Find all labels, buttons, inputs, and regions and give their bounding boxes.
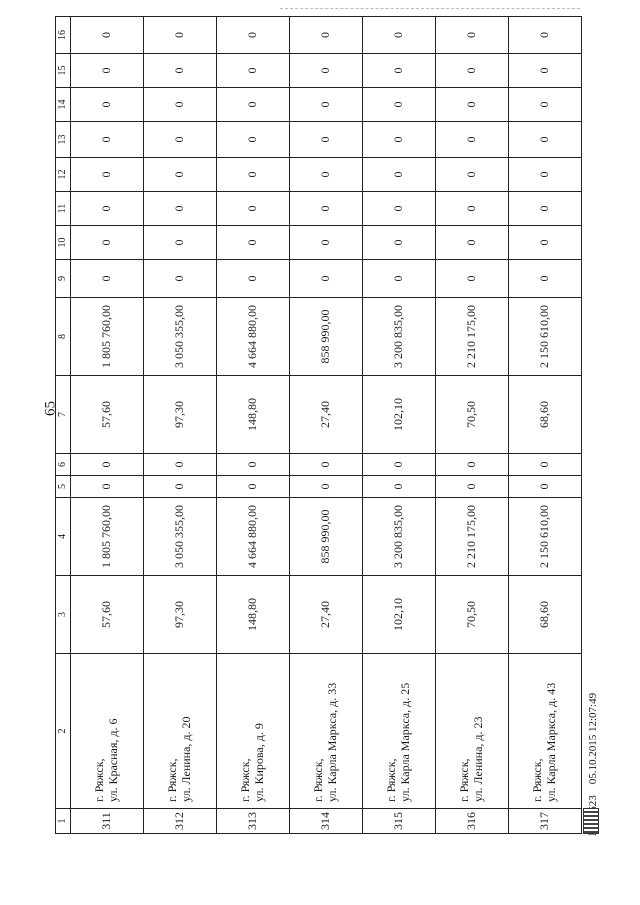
- column-number: 13: [56, 122, 71, 158]
- value-cell-c8: 3 050 355,00: [144, 298, 217, 376]
- row-id: 314: [290, 809, 363, 834]
- value-cell-c15: 0: [436, 54, 509, 88]
- value-cell-c9: 0: [144, 260, 217, 298]
- value-cell-c9: 0: [436, 260, 509, 298]
- value-cell-c15: 0: [509, 54, 582, 88]
- value-cell-c16: 0: [436, 17, 509, 54]
- value-cell-c7: 27,40: [290, 376, 363, 454]
- value-cell-c4: 3 200 835,00: [363, 498, 436, 576]
- table-row: [436, 17, 509, 834]
- address-city: г. Ряжск,: [530, 758, 545, 802]
- value-cell-c11: 0: [71, 192, 144, 226]
- value-cell-c7: 57,60: [71, 376, 144, 454]
- address-street: ул. Красная, д. 6: [106, 718, 120, 802]
- value-cell-c14: 0: [436, 88, 509, 122]
- value-cell-c8: 4 664 880,00: [217, 298, 290, 376]
- value-cell-c11: 0: [217, 192, 290, 226]
- row-id: 313: [217, 809, 290, 834]
- value-cell-c11: 0: [509, 192, 582, 226]
- value-cell-c16: 0: [217, 17, 290, 54]
- document-timestamp: 05.10.2015 12:07:49: [587, 692, 599, 785]
- table-row: [217, 17, 290, 834]
- value-cell-c6: 0: [144, 454, 217, 476]
- column-number: 14: [56, 88, 71, 122]
- column-number: 3: [56, 576, 71, 654]
- value-cell-c13: 0: [144, 122, 217, 158]
- data-table: [55, 16, 582, 834]
- value-cell-c9: 0: [509, 260, 582, 298]
- value-cell-c12: 0: [71, 158, 144, 192]
- address-street: ул. Карла Маркса, д. 43: [544, 682, 558, 802]
- value-cell-c7: 70,50: [436, 376, 509, 454]
- value-cell-c12: 0: [363, 158, 436, 192]
- value-cell-c5: 0: [71, 476, 144, 498]
- value-cell-c12: 0: [509, 158, 582, 192]
- value-cell-c14: 0: [71, 88, 144, 122]
- value-cell-c13: 0: [290, 122, 363, 158]
- address-cell: [363, 654, 436, 809]
- row-id: 311: [71, 809, 144, 834]
- value-cell-c14: 0: [509, 88, 582, 122]
- column-number: 15: [56, 54, 71, 88]
- column-number: 5: [56, 476, 71, 498]
- rotated-table-container: [55, 17, 575, 834]
- value-cell-c5: 0: [509, 476, 582, 498]
- column-number: 1: [56, 809, 71, 834]
- value-cell-c11: 0: [290, 192, 363, 226]
- column-number: 12: [56, 158, 71, 192]
- value-cell-c3: 102,10: [363, 576, 436, 654]
- address-city: г. Ряжск,: [457, 758, 472, 802]
- value-cell-c6: 0: [217, 454, 290, 476]
- value-cell-c4: 1 805 760,00: [71, 498, 144, 576]
- value-cell-c6: 0: [509, 454, 582, 476]
- column-number: 10: [56, 226, 71, 260]
- value-cell-c16: 0: [290, 17, 363, 54]
- value-cell-c4: 4 664 880,00: [217, 498, 290, 576]
- address-street: ул. Ленина, д. 20: [179, 716, 193, 802]
- value-cell-c16: 0: [509, 17, 582, 54]
- value-cell-c14: 0: [290, 88, 363, 122]
- row-id: 317: [509, 809, 582, 834]
- value-cell-c3: 97,30: [144, 576, 217, 654]
- column-number: 11: [56, 192, 71, 226]
- value-cell-c13: 0: [436, 122, 509, 158]
- address-city: г. Ряжск,: [92, 758, 107, 802]
- value-cell-c8: 3 200 835,00: [363, 298, 436, 376]
- address-city: г. Ряжск,: [384, 758, 399, 802]
- value-cell-c5: 0: [436, 476, 509, 498]
- value-cell-c16: 0: [144, 17, 217, 54]
- column-number: 2: [56, 654, 71, 809]
- value-cell-c14: 0: [363, 88, 436, 122]
- value-cell-c4: 2 150 610,00: [509, 498, 582, 576]
- footer-stamp: [578, 692, 602, 855]
- address-street: ул. Карла Маркса, д. 25: [398, 682, 412, 802]
- value-cell-c11: 0: [436, 192, 509, 226]
- value-cell-c3: 57,60: [71, 576, 144, 654]
- barcode-stamp-icon: [583, 808, 599, 834]
- value-cell-c7: 68,60: [509, 376, 582, 454]
- address-city: г. Ряжск,: [238, 758, 253, 802]
- value-cell-c14: 0: [217, 88, 290, 122]
- value-cell-c10: 0: [290, 226, 363, 260]
- column-number-row: [56, 17, 71, 834]
- address-city: г. Ряжск,: [311, 758, 326, 802]
- value-cell-c7: 97,30: [144, 376, 217, 454]
- value-cell-c5: 0: [290, 476, 363, 498]
- value-cell-c12: 0: [436, 158, 509, 192]
- value-cell-c8: 858 990,00: [290, 298, 363, 376]
- address-street: ул. Карла Маркса, д. 33: [325, 682, 339, 802]
- value-cell-c5: 0: [217, 476, 290, 498]
- address-cell: [290, 654, 363, 809]
- row-id: 315: [363, 809, 436, 834]
- column-number: 8: [56, 298, 71, 376]
- table-row: [509, 17, 582, 834]
- value-cell-c8: 2 150 610,00: [509, 298, 582, 376]
- value-cell-c10: 0: [144, 226, 217, 260]
- value-cell-c14: 0: [144, 88, 217, 122]
- value-cell-c12: 0: [144, 158, 217, 192]
- value-cell-c9: 0: [71, 260, 144, 298]
- value-cell-c4: 2 210 175,00: [436, 498, 509, 576]
- value-cell-c16: 0: [363, 17, 436, 54]
- value-cell-c7: 148,80: [217, 376, 290, 454]
- address-cell: [509, 654, 582, 809]
- column-number: 4: [56, 498, 71, 576]
- value-cell-c7: 102,10: [363, 376, 436, 454]
- column-number: 7: [56, 376, 71, 454]
- value-cell-c15: 0: [363, 54, 436, 88]
- scan-dotted-edge: [280, 8, 580, 11]
- address-cell: [144, 654, 217, 809]
- value-cell-c8: 2 210 175,00: [436, 298, 509, 376]
- value-cell-c10: 0: [436, 226, 509, 260]
- value-cell-c6: 0: [363, 454, 436, 476]
- value-cell-c6: 0: [436, 454, 509, 476]
- value-cell-c10: 0: [363, 226, 436, 260]
- value-cell-c9: 0: [217, 260, 290, 298]
- value-cell-c13: 0: [363, 122, 436, 158]
- row-id: 316: [436, 809, 509, 834]
- value-cell-c15: 0: [290, 54, 363, 88]
- address-street: ул. Ленина, д. 23: [471, 716, 485, 802]
- value-cell-c8: 1 805 760,00: [71, 298, 144, 376]
- table-region: [55, 17, 575, 834]
- value-cell-c3: 70,50: [436, 576, 509, 654]
- value-cell-c15: 0: [71, 54, 144, 88]
- value-cell-c3: 68,60: [509, 576, 582, 654]
- value-cell-c10: 0: [71, 226, 144, 260]
- value-cell-c5: 0: [144, 476, 217, 498]
- address-cell: [71, 654, 144, 809]
- value-cell-c6: 0: [290, 454, 363, 476]
- value-cell-c15: 0: [217, 54, 290, 88]
- value-cell-c12: 0: [290, 158, 363, 192]
- table-row: [71, 17, 144, 834]
- value-cell-c4: 858 990,00: [290, 498, 363, 576]
- table-row: [290, 17, 363, 834]
- value-cell-c11: 0: [363, 192, 436, 226]
- value-cell-c9: 0: [290, 260, 363, 298]
- value-cell-c4: 3 050 355,00: [144, 498, 217, 576]
- value-cell-c16: 0: [71, 17, 144, 54]
- table-row: [144, 17, 217, 834]
- page-number: 65: [42, 401, 59, 416]
- value-cell-c5: 0: [363, 476, 436, 498]
- column-number: 6: [56, 454, 71, 476]
- address-cell: [217, 654, 290, 809]
- table-row: [363, 17, 436, 834]
- row-id: 312: [144, 809, 217, 834]
- value-cell-c6: 0: [71, 454, 144, 476]
- value-cell-c10: 0: [217, 226, 290, 260]
- value-cell-c9: 0: [363, 260, 436, 298]
- column-number: 9: [56, 260, 71, 298]
- address-street: ул. Кирова, д. 9: [252, 723, 266, 802]
- value-cell-c10: 0: [509, 226, 582, 260]
- value-cell-c15: 0: [144, 54, 217, 88]
- value-cell-c13: 0: [71, 122, 144, 158]
- value-cell-c3: 148,80: [217, 576, 290, 654]
- value-cell-c13: 0: [217, 122, 290, 158]
- value-cell-c12: 0: [217, 158, 290, 192]
- column-number: 16: [56, 17, 71, 54]
- value-cell-c11: 0: [144, 192, 217, 226]
- address-city: г. Ряжск,: [165, 758, 180, 802]
- value-cell-c13: 0: [509, 122, 582, 158]
- value-cell-c3: 27,40: [290, 576, 363, 654]
- address-cell: [436, 654, 509, 809]
